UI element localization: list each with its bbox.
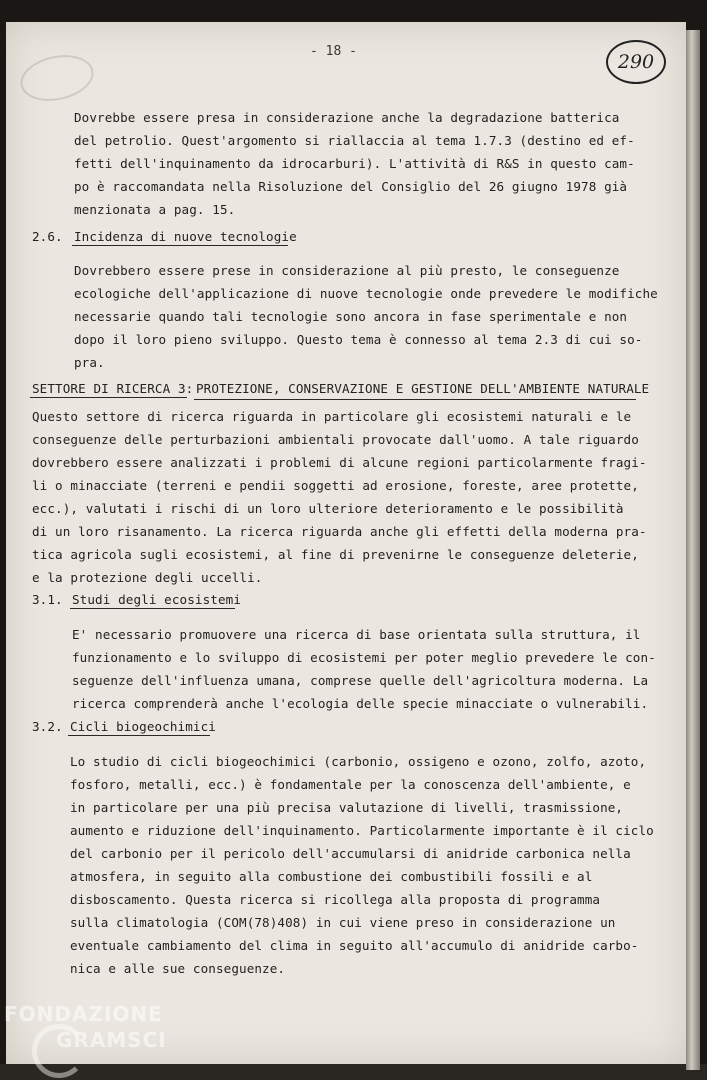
section-3-2-line: in particolare per una più precisa valutazione di livelli, trasmissione, bbox=[70, 800, 624, 815]
section-2-6-number: 2.6. bbox=[32, 229, 63, 244]
section-3-1-title: Studi degli ecosistemi bbox=[72, 592, 242, 607]
sector-3-line: ecc.), valutati i rischi di un loro ulteriore deterioramento e le possibilità bbox=[32, 501, 624, 516]
section-2-6-line: ecologiche dell'applicazione di nuove tecnologie onde prevedere le modifiche bbox=[74, 286, 658, 301]
sector-3-title-underline bbox=[194, 399, 636, 400]
sector-3-line: tica agricola sugli ecosistemi, al fine di prevenirne le conseguenze deleterie, bbox=[32, 547, 639, 562]
section-2-6-line: necessarie quando tali tecnologie sono ancora in fase sperimentale e non bbox=[74, 309, 628, 324]
intro-line: Dovrebbe essere presa in considerazione anche la degradazione batterica bbox=[74, 110, 620, 125]
archive-watermark bbox=[4, 1002, 184, 1072]
sector-3-line: e la protezione degli uccelli. bbox=[32, 570, 263, 585]
section-3-1-number: 3.1. bbox=[32, 592, 63, 607]
section-3-1-underline bbox=[70, 608, 235, 609]
section-3-2-underline bbox=[68, 735, 210, 736]
intro-line: menzionata a pag. 15. bbox=[74, 202, 236, 217]
sector-3-label-underline bbox=[30, 397, 187, 398]
watermark-line-1: FONDAZIONE bbox=[4, 1002, 163, 1026]
section-3-2-line: disboscamento. Questa ricerca si ricollega alla proposta di programma bbox=[70, 892, 601, 907]
sector-3-title: PROTEZIONE, CONSERVAZIONE E GESTIONE DELL'AMBIENTE NATURALE bbox=[196, 381, 650, 396]
section-3-1-line: seguenze dell'influenza umana, comprese quelle dell'agricoltura moderna. La bbox=[72, 673, 649, 688]
section-3-2-line: Lo studio di cicli biogeochimici (carbonio, ossigeno e ozono, zolfo, azoto, bbox=[70, 754, 647, 769]
intro-line: po è raccomandata nella Risoluzione del Consiglio del 26 giugno 1978 già bbox=[74, 179, 628, 194]
section-2-6-line: pra. bbox=[74, 355, 105, 370]
section-3-2-title: Cicli biogeochimici bbox=[70, 719, 216, 734]
sector-3-line: li o minacciate (terreni e pendii soggetti ad erosione, foreste, aree protette, bbox=[32, 478, 639, 493]
section-3-2-line: atmosfera, in seguito alla combustione dei combustibili fossili e al bbox=[70, 869, 593, 884]
section-2-6-line: dopo il loro pieno sviluppo. Questo tema è connesso al tema 2.3 di cui so- bbox=[74, 332, 643, 347]
section-2-6-underline bbox=[72, 245, 288, 246]
section-3-2-line: del carbonio per il pericolo dell'accumularsi di anidride carbonica nella bbox=[70, 846, 631, 861]
section-3-2-line: nica e alle sue conseguenze. bbox=[70, 961, 286, 976]
section-3-2-line: eventuale cambiamento del clima in seguito all'accumulo di anidride carbo- bbox=[70, 938, 639, 953]
section-3-1-line: E' necessario promuovere una ricerca di base orientata sulla struttura, il bbox=[72, 627, 641, 642]
section-3-2-line: aumento e riduzione dell'inquinamento. Particolarmente importante è il ciclo bbox=[70, 823, 654, 838]
sector-3-line: Questo settore di ricerca riguarda in particolare gli ecosistemi naturali e le bbox=[32, 409, 632, 424]
section-3-1-line: funzionamento e lo sviluppo di ecosistemi per poter meglio prevedere le con- bbox=[72, 650, 656, 665]
page-number: - 18 - bbox=[310, 44, 357, 59]
section-3-2-line: sulla climatologia (COM(78)408) in cui viene preso in considerazione un bbox=[70, 915, 616, 930]
section-3-2-number: 3.2. bbox=[32, 719, 63, 734]
section-3-2-line: fosforo, metalli, ecc.) è fondamentale per la conoscenza dell'ambiente, e bbox=[70, 777, 631, 792]
intro-line: fetti dell'inquinamento da idrocarburi). L'attività di R&S in questo cam- bbox=[74, 156, 635, 171]
watermark-line-2: GRAMSCI bbox=[56, 1028, 167, 1052]
intro-line: del petrolio. Quest'argomento si riallaccia al tema 1.7.3 (destino ed ef- bbox=[74, 133, 635, 148]
page-stack-edge bbox=[686, 30, 700, 1070]
handwritten-page-number: 290 bbox=[606, 40, 666, 84]
sector-3-line: di un loro risanamento. La ricerca riguarda anche gli effetti della moderna pra- bbox=[32, 524, 647, 539]
section-2-6-title: Incidenza di nuove tecnologie bbox=[74, 229, 297, 244]
section-2-6-line: Dovrebbero essere prese in considerazione al più presto, le conseguenze bbox=[74, 263, 620, 278]
sector-3-label: SETTORE DI RICERCA 3: bbox=[32, 381, 194, 396]
section-3-1-line: ricerca comprenderà anche l'ecologia delle specie minacciate o vulnerabili. bbox=[72, 696, 649, 711]
sector-3-line: dovrebbero essere analizzati i problemi di alcune regioni particolarmente fragi- bbox=[32, 455, 647, 470]
sector-3-line: conseguenze delle perturbazioni ambientali provocate dall'uomo. A tale riguardo bbox=[32, 432, 639, 447]
